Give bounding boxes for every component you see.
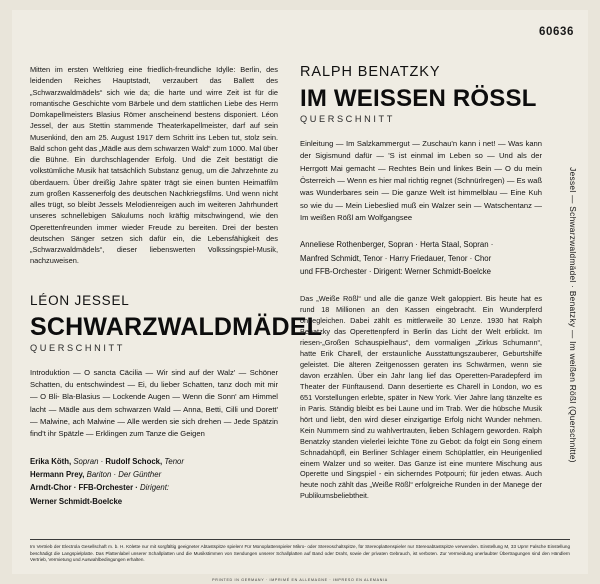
left-performers: [30, 455, 278, 509]
performer-name: Hermann Prey,: [30, 469, 85, 479]
catalog-number: 60636: [539, 26, 574, 38]
footer-legal-text: Im Vertrieb der Electrola Gesellschaft m. b. H. Kölette nur mit sorgfältig geeigneter Abtastspitze spielen! Für Monoplattenspieler Mikro- oder Stereoschaltspitze, für Stereoplattenspieler nur Stereoabtastspitze verwenden. Einstellung M, 33 Upm! Falsche Einstellung beschädigt die Langspielplatte. Das Plattenlabel unserer Schallplatten und die Musikstimmen von Sendungen unserer Schallplatten auf Band oder Draht, sowie der privaten Gebrauch, ist verboten. Zur Vermeidung unerlaubter Übertragungen sind den Händlern Vertrieb, Vermietung und Auswahlbedingungen erhalten.: [30, 544, 570, 563]
right-work-subtitle: QUERSCHNITT: [300, 114, 395, 125]
spine: [560, 150, 586, 480]
right-tracklist: Einleitung — Im Salzkammergut — Zuschau'n kann i net! — Was kann der Sigismund dafür — 'S ist einmal im Leben so — Und als der Herrgott Mai gemacht — Rechtes Bein und linkes Bein — O du mein Österreich — Wenn es hier mal richtig regnet (Schnürlregen) — Es waß was Wunderbares sein — Die ganze Welt ist himmelblau — Eine Kuh so wie du — Mein Liebeslied muß ein Walzer sein — Watschentanz — Im weißen Rößl am Wolfgangsee: [300, 139, 542, 222]
left-work-subtitle: QUERSCHNITT: [30, 342, 125, 353]
liner-note-paragraph: Das „Weiße Rößl“ und alle die ganze Welt galoppiert. Bis heute hat es rund 18 Millionen an den Kassen eingebracht. Ein Wunderpferd ohnegleichen. Dabei zählt es mittlerweile 30 Lenze. 1930 hat Ralph Benatzky das Operettenpferd in Berlin das Licht der Welt erblickt. Im riesen-„Großen Schauspielhaus“, dem vormaligen „Zirkus Schumann“, hatte Erik Charell, der erstaunliche Ausstattungszauberer, Geburtshilfe geleistet. Die älteren Zeitgenossen geraten ins Schwärmen, wenn sie davon erzählen. Über ein Jahr lang lief das Operetten-Paradepferd im Theater der Fünftausend. Dann desertierte es Charell in London, wo es 651 Vorstellungen erlebte, später in New York. Vier Jahre lang tänzelte es in Paris. Ständig bleibt es bei Laune und im Trab. Wer die hübsche Musik hört und liebt, den wird dieser einzigartige Erfolg nicht Wunder nehmen. Kein Nummern sind zu wahlvertrauten, lieben Schlagern geworden. Ralph Benatzky standen vielerlei leichte Töne zu Gebot: da folgt ein Song einem Schnadahüpfl, ein Berliner Schlager einem Schüplattler, ein Heurigenlied einem Walzer und so weiter. Das Ganze ist eine muntere Mischung aus Operette und Singspiel - ein sicherndes Potpourri; für jeden etwas. Auch heute noch zählt das „Weiße Rößl“ erfolgreiche Runden in der Manege der Publikumsbeliebtheit.: [300, 294, 542, 501]
performer-line: Manfred Schmidt, Tenor · Harry Friedauer, Tenor · Chor: [300, 253, 492, 263]
conductor-name: Werner Schmidt-Boelcke: [30, 496, 123, 506]
performer-line: [30, 468, 278, 481]
performer-line: [30, 495, 278, 508]
performer-role: Dirigent:: [140, 483, 170, 493]
footer: [30, 539, 570, 564]
performer-name: Rudolf Schock,: [105, 456, 163, 466]
spine-title: Jessel — Schwarzwaldmädel · Benatzky — Im weißen Rößl (Querschnitte): [568, 167, 578, 463]
performer-line: Anneliese Rothenberger, Sopran · Herta Staal, Sopran ·: [300, 240, 494, 250]
footer-divider: [30, 539, 570, 540]
performer-name: Arndt-Chor ·: [30, 483, 79, 493]
right-work-title: IM WEISSEN RÖSSL: [300, 85, 537, 112]
performer-name: FFB-Orchester ·: [78, 483, 141, 493]
left-tracklist: Introduktion — O sancta Cäcilia — Wir sind auf der Walz' — Schöner Schatten, du entschwindest — Ei, du lieber Schatten, tanz doch mit mir — O Bli- Bla-Blasius — Lockende Augen — Wenn die Sonn' am Himmel lacht — Mädle aus dem schwarzen Wald — Anna, Betti, Cilli und Dorett' — Malwine, ach Malwine — Alle werden sie sich drehen — Jede Spätzin find't ihr Spätzle — Erklingen zum Tanze die Geigen: [30, 367, 278, 439]
performer-role: Bariton ·: [84, 469, 119, 479]
performer-line: und FFB-Orchester · Dirigent: Werner Schmidt-Boelcke: [300, 267, 491, 277]
performer-name: Erika Köth,: [30, 456, 72, 466]
performer-line: [30, 455, 278, 468]
right-liner-notes: [300, 294, 542, 502]
performer-line: [30, 481, 278, 494]
left-column: [30, 64, 323, 532]
performer-name: Der Günther: [118, 469, 162, 479]
left-composer-name: LÉON JESSEL: [30, 292, 130, 308]
intro-block: [30, 64, 278, 267]
left-work-title: SCHWARZWALDMÄDEL: [30, 312, 323, 341]
intro-paragraph: Mitten im ersten Weltkrieg eine friedlich-freundliche Idylle: Berlin, des leidenden Reiches Hauptstadt, verzaubert das Ballett des „Schwarzwaldmädels“ sich wie da; die harte und wirre Zeit ist für die romantische Geschichte vom Bärbele und dem stattlichen Liebe des Herrn Domkapellmeisters Blasius Römer anscheinend bestens disponiert. Léon Jessel, der aus Stettin stammende Theaterkapellmeister, darf auf sein Musenkind, den am 25. August 1917 dem Schritt ins Leben tut, stolz sein. Bald schon geht das „Mädle aus dem schwarzen Wald“ zum 1000. Mal über die Bühne. Ein durchschlagender Erfolg. Und die Zeit bestätigt die volkstümliche Musik hat tatsächlich Substanz genug, um die Jahrzehnte zu überdauern. Über dreißig Jahre später trägt sie einen bunten Heimatfilm zum großen Kassenerfolg des deutschen Nachkriegsfilms. Und wenn nicht alles trügt, so bleibt Jessels Melodienreigen auch im weiteren Jahrhundert unseres schnellebigen Säkulums noch kräftig mitschwingend, wie den Operettenfreunden immer wieder Freude zu bereiten. Drei der besten deutschen Sänger setzen sich dafür ein, die Lebensfähigkeit des „Schwarzwaldmädels“, dieser liebenswerten Volkssingspiel-Musik, nachzuweisen.: [30, 65, 278, 266]
performer-role: Sopran ·: [71, 456, 106, 466]
right-column: [300, 64, 542, 532]
content-columns: [30, 64, 542, 532]
printed-in-line: PRINTED IN GERMANY · IMPRIMÉ EN ALLEMAGNE · IMPRESO EN ALEMANIA: [212, 578, 388, 582]
right-performers: [300, 238, 542, 278]
performer-role: Tenor: [162, 456, 184, 466]
right-composer-name: RALPH BENATZKY: [300, 64, 441, 80]
